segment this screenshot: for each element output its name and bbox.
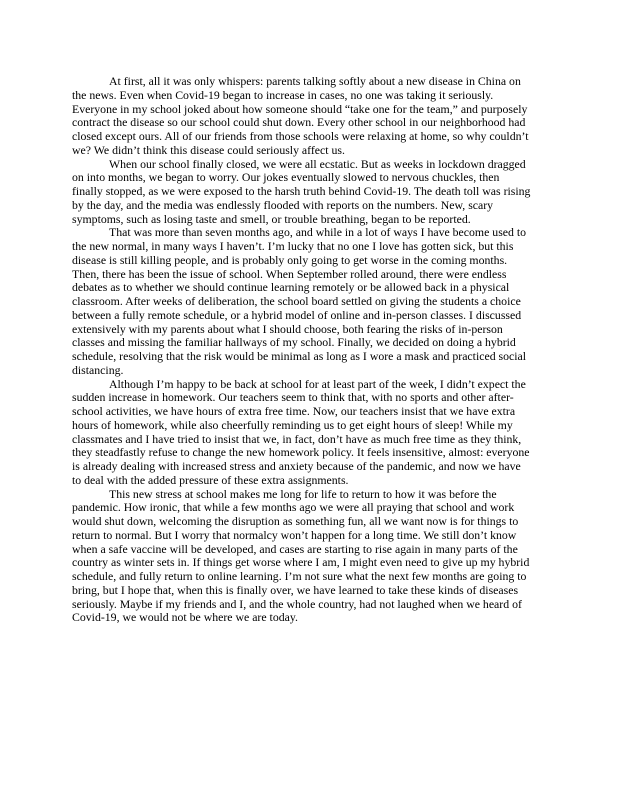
- essay-line: Although I’m happy to be back at school for at least part of the week, I didn’t expect the: [109, 376, 526, 391]
- essay-line: classes and missing the familiar hallways of my school. Finally, we decided on doing a hybrid: [72, 335, 516, 350]
- essay-line: distancing.: [72, 362, 124, 377]
- essay-line: classmates and I have tried to insist that we, in fact, don’t have as much free time as they think,: [72, 431, 522, 446]
- essay-line: the new normal, in many ways I haven’t. I’m lucky that no one I love has gotten sick, but this: [72, 239, 514, 253]
- essay-line: seriously. Maybe if my friends and I, and the whole country, had not laughed when we heard of: [72, 596, 522, 611]
- essay-line: they steadfastly refuse to change the new homework policy. It feels insensitive, almost: everyone: [72, 445, 530, 460]
- essay-line: At first, all it was only whispers: parents talking softly about a new disease in China on: [109, 74, 521, 88]
- essay-line: sudden increase in homework. Our teachers seem to think that, with no sports and other after-: [72, 390, 514, 405]
- essay-line: Then, there has been the issue of school. When September rolled around, there were endless: [72, 266, 507, 281]
- essay-line: by the day, and the media was endlessly flooded with reports on the numbers. New, scary: [72, 197, 494, 212]
- essay-line: schedule, resolving that the risk would be minimal as long as I wore a mask and practiced social: [72, 349, 527, 363]
- essay-paragraph: [72, 378, 554, 488]
- essay-line: When our school finally closed, we were all ecstatic. But as weeks in lockdown dragged: [109, 156, 526, 171]
- essay-line: debates as to whether we should continue learning remotely or be allowed back in a physical: [72, 280, 510, 295]
- essay-line: extensively with my parents about what I should choose, both fearing the risks of in-person: [72, 321, 503, 336]
- essay-line: symptoms, such as losing taste and smell, or trouble breathing, began to be reported.: [72, 211, 471, 226]
- essay-line: That was more than seven months ago, and while in a lot of ways I have become used to: [109, 225, 527, 240]
- essay-line: classroom. After weeks of deliberation, the school board settled on giving the students a choice: [72, 294, 521, 308]
- essay-paragraph: [72, 226, 554, 377]
- essay-line: is already dealing with increased stress and anxiety because of the pandemic, and now we have: [72, 459, 521, 473]
- essay-line: school activities, we have hours of extra free time. Now, our teachers insist that we have extra: [72, 404, 516, 418]
- essay-line: the news. Even when Covid-19 began to increase in cases, no one was taking it seriously.: [72, 87, 494, 102]
- essay-line: when a safe vaccine will be developed, and cases are starting to rise again in many parts of the: [72, 541, 518, 556]
- essay-line: on into months, we began to worry. Our jokes eventually slowed to nervous chuckles, then: [72, 170, 500, 185]
- essay-line: between a fully remote schedule, or a hybrid model of online and in-person classes. I discussed: [72, 307, 522, 322]
- essay-paragraph: [72, 75, 554, 158]
- essay-line: return to normal. But I worry that normalcy won’t happen for a long time. We still don’t know: [72, 527, 517, 542]
- essay-line: to deal with the added pressure of these extra assignments.: [72, 472, 349, 487]
- essay-line: disease is still killing people, and is probably only going to get worse in the coming months.: [72, 252, 508, 267]
- essay-line: hours of homework, while also cheerfully reminding us to get eight hours of sleep! While my: [72, 417, 513, 432]
- essay-line: Everyone in my school joked about how someone should “take one for the team,” and purposely: [72, 101, 528, 116]
- essay-line: contract the disease so our school could shut down. Every other school in our neighborhood had: [72, 115, 526, 130]
- essay-line: would shut down, welcoming the disruption as something fun, all we want now is for things to: [72, 514, 519, 528]
- essay-text: [72, 75, 554, 625]
- essay-paragraph: [72, 158, 554, 227]
- essay-line: country as winter sets in. If things get worse where I am, I might even need to give up my hybrid: [72, 555, 530, 570]
- essay-line: schedule, and fully return to online learning. I’m not sure what the next few months are going to: [72, 569, 527, 583]
- essay-line: Covid-19, we would not be where we are today.: [72, 610, 298, 625]
- essay-line: we? We didn’t think this disease could seriously affect us.: [72, 142, 345, 157]
- essay-line: finally stopped, as we were exposed to the harsh truth behind Covid-19. The death toll was rising: [72, 184, 531, 198]
- essay-line: closed except ours. All of our friends from those schools were relaxing at home, so why couldn’t: [72, 129, 529, 143]
- essay-line: bring, but I hope that, when this is finally over, we have learned to take these kinds of diseases: [72, 582, 519, 597]
- essay-line: pandemic. How ironic, that while a few months ago we were all praying that school and work: [72, 500, 515, 515]
- essay-line: This new stress at school makes me long for life to return to how it was before the: [109, 486, 497, 501]
- essay-paragraph: [72, 488, 554, 626]
